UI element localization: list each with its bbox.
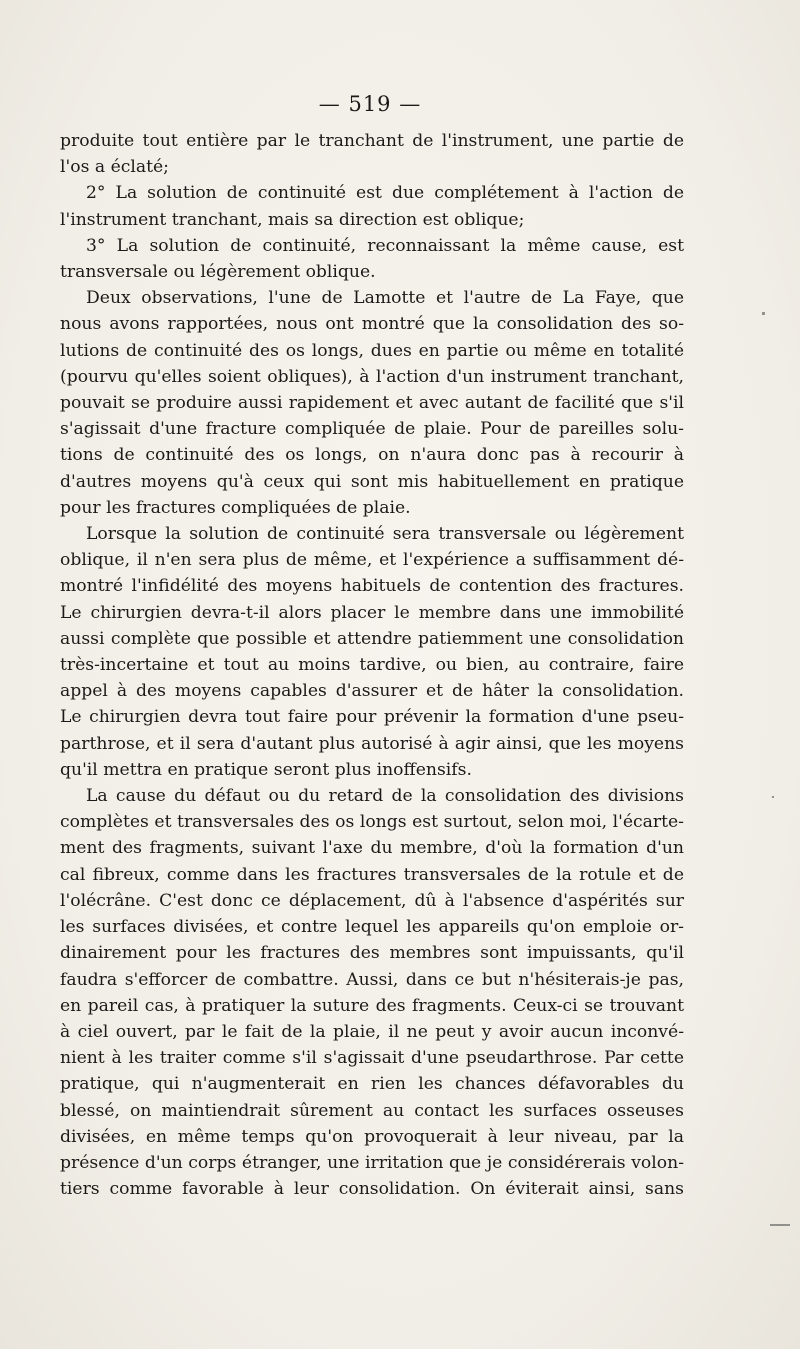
text-line: montré l'infidélité des moyens habituels de contention des fractures. xyxy=(60,576,684,597)
text-line: divisées, en même temps qu'on provoquerait à leur niveau, par la xyxy=(60,1126,684,1147)
text-line: très-incertaine et tout au moins tardive, ou bien, au contraire, faire xyxy=(60,655,684,676)
text-line: tiers comme favorable à leur consolidation. On éviterait ainsi, sans xyxy=(60,1179,684,1200)
text-line: nous avons rapportées, nous ont montré que la consolidation des so- xyxy=(60,314,684,335)
text-line: aussi complète que possible et attendre patiemment une consolidation xyxy=(60,628,684,649)
text-line: 3° La solution de continuité, reconnaissant la même cause, est xyxy=(86,235,684,256)
text-line: appel à des moyens capables d'assurer et de hâter la consolidation. xyxy=(60,681,684,702)
text-line: produite tout entière par le tranchant de l'instrument, une partie de xyxy=(60,131,684,151)
text-line: qu'il mettra en pratique seront plus inoffensifs. xyxy=(60,759,472,780)
text-line: l'instrument tranchant, mais sa direction est oblique; xyxy=(60,209,525,230)
text-line: pour les fractures compliquées de plaie. xyxy=(60,497,411,518)
text-line: Deux observations, l'une de Lamotte et l'autre de La Faye, que xyxy=(86,288,684,309)
text-line: parthrose, et il sera d'autant plus autorisé à agir ainsi, que les moyens xyxy=(60,733,684,754)
text-line: ment des fragments, suivant l'axe du membre, d'où la formation d'un xyxy=(60,838,684,859)
text-line: Le chirurgien devra-t-il alors placer le membre dans une immobilité xyxy=(60,602,684,623)
text-line: transversale ou légèrement oblique. xyxy=(60,262,376,283)
margin-mark xyxy=(772,796,774,798)
margin-mark xyxy=(770,1224,790,1226)
text-line: en pareil cas, à pratiquer la suture des fragments. Ceux-ci se trouvant xyxy=(60,995,684,1016)
text-line: complètes et transversales des os longs est surtout, selon moi, l'écarte- xyxy=(60,812,684,833)
text-line: dinairement pour les fractures des membres sont impuissants, qu'il xyxy=(60,943,684,964)
margin-mark xyxy=(762,312,765,315)
text-line: tions de continuité des os longs, on n'aura donc pas à recourir à xyxy=(60,445,684,466)
body-text xyxy=(60,128,684,1202)
text-line: faudra s'efforcer de combattre. Aussi, dans ce but n'hésiterais-je pas, xyxy=(60,969,684,990)
text-line: s'agissait d'une fracture compliquée de plaie. Pour de pareilles solu- xyxy=(60,419,684,440)
text-line: d'autres moyens qu'à ceux qui sont mis habituellement en pratique xyxy=(60,471,684,492)
text-line: lutions de continuité des os longs, dues en partie ou même en totalité xyxy=(60,340,684,361)
text-line: blessé, on maintiendrait sûrement au contact les surfaces osseuses xyxy=(60,1100,684,1121)
text-line: oblique, il n'en sera plus de même, et l'expérience a suffisamment dé- xyxy=(60,550,684,571)
page-number: — 519 — xyxy=(318,92,422,116)
text-line: La cause du défaut ou du retard de la consolidation des divisions xyxy=(86,786,684,807)
text-line: Lorsque la solution de continuité sera transversale ou légèrement xyxy=(86,524,684,545)
text-line: présence d'un corps étranger, une irritation que je considérerais volon- xyxy=(60,1152,684,1173)
text-line: cal fibreux, comme dans les fractures transversales de la rotule et de xyxy=(60,864,684,885)
text-line: l'os a éclaté; xyxy=(60,157,169,178)
text-line: à ciel ouvert, par le fait de la plaie, il ne peut y avoir aucun inconvé- xyxy=(60,1021,684,1042)
text-line: pouvait se produire aussi rapidement et avec autant de facilité que s'il xyxy=(60,393,684,414)
text-line: les surfaces divisées, et contre lequel les appareils qu'on emploie or- xyxy=(60,917,684,938)
text-line: l'olécrâne. C'est donc ce déplacement, dû à l'absence d'aspérités sur xyxy=(60,890,684,911)
text-line: (pourvu qu'elles soient obliques), à l'action d'un instrument tranchant, xyxy=(60,366,684,387)
text-line: nient à les traiter comme s'il s'agissait d'une pseudarthrose. Par cette xyxy=(60,1048,684,1069)
text-line: Le chirurgien devra tout faire pour prévenir la formation d'une pseu- xyxy=(60,707,684,728)
text-line: 2° La solution de continuité est due complétement à l'action de xyxy=(86,183,684,204)
text-line: pratique, qui n'augmenterait en rien les chances défavorables du xyxy=(60,1074,684,1095)
